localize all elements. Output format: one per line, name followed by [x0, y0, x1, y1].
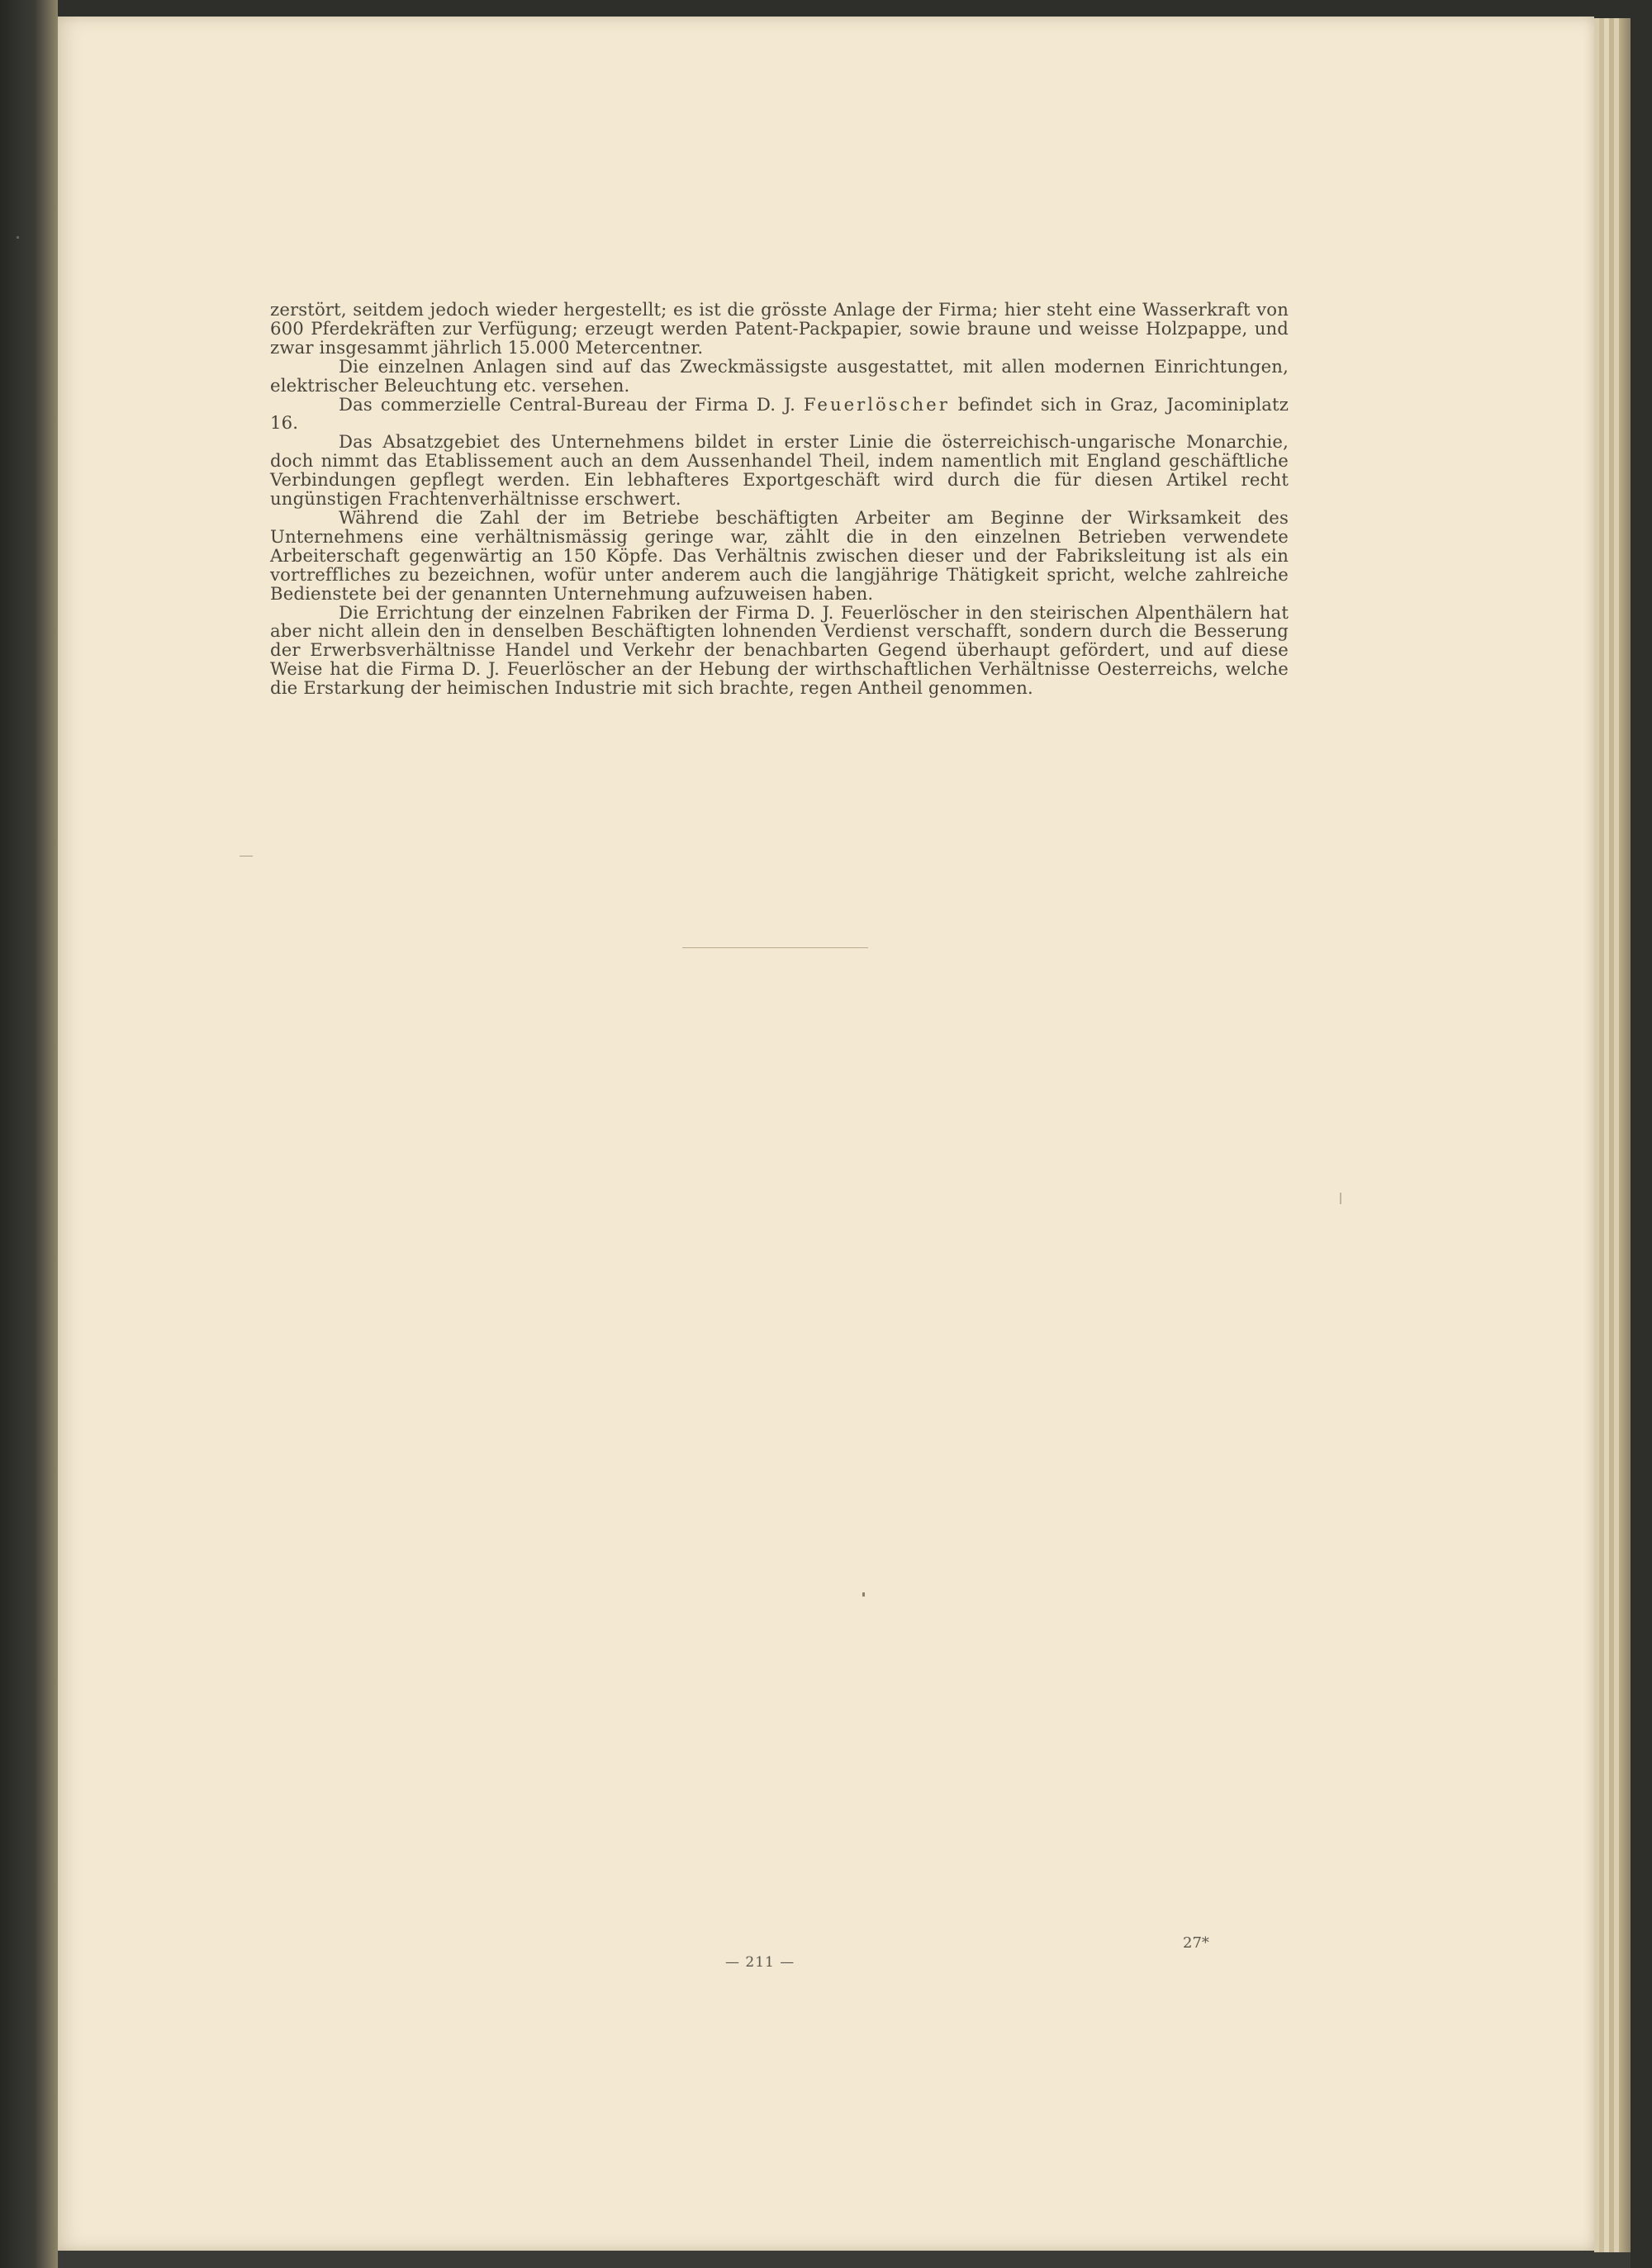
page-edges — [1619, 18, 1631, 2252]
paragraph-text: Die einzelnen Anlagen sind auf das Zweckmässigste ausgestattet, mit allen modernen Einrichtungen, elektrischer Beleuchtung etc. versehen. — [270, 355, 1289, 396]
paragraph — [270, 301, 1289, 358]
paper-speck — [17, 236, 19, 239]
signature-mark: 27* — [1183, 1934, 1209, 1952]
end-rule — [682, 947, 868, 948]
paragraph — [270, 601, 1289, 699]
body-text — [270, 301, 1289, 698]
paragraph — [270, 506, 1289, 604]
scan-background-right — [1631, 0, 1652, 2268]
paragraph-text: Während die Zahl der im Betriebe beschäftigten Arbeiter am Beginne der Wirksamkeit des Unternehmens eine verhältnismässig geringe war, zählt die in den einzelnen Betrieben verwendete Arbeiterschaft gegenwärtig an 150 Köpfe. Das Verhältnis zwischen dieser und der Fabriksleitung ist als ein vortreffliches zu bezeichnen, wofür unter anderem auch die langjährige Thätigkeit spricht, welche zahlreiche Bedienstete bei der genannten Unternehmung aufzuweisen haben. — [270, 506, 1289, 604]
book-binding — [0, 0, 58, 2268]
paper-speck — [1340, 1193, 1341, 1204]
paragraph-text: Die Errichtung der einzelnen Fabriken der Firma D. J. Feuerlöscher in den steirischen Alpenthälern hat aber nicht allein den in denselben Beschäftigten lohnenden Verdienst verschafft, sondern durch die Besserung der Erwerbsverhältnisse Handel und Verkehr der benachbarten Gegend überhaupt gefördert, und auf diese Weise hat die Firma D. J. Feuerlöscher an der Hebung der wirthschaftlichen Verhältnisse Oesterreichs, welche die Erstarkung der heimischen Industrie mit sich brachte, regen Antheil genommen. — [270, 601, 1289, 699]
paragraph-text: Das commerzielle Central-Bureau der Firma D. J. — [339, 393, 804, 415]
paragraph — [270, 433, 1289, 509]
spaced-firm-name: Feuerlöscher — [803, 393, 950, 415]
paragraph — [270, 355, 1289, 396]
paragraph-text: zerstört, seitdem jedoch wieder hergestellt; es ist die grösste Anlage der Firma; hier steht eine Wasserkraft von 600 Pferdekräften zur Verfügung; erzeugt werden Patent-Packpapier, sowie braune und weisse Holzpappe, und zwar insgesammt jährlich 15.000 Metercentner. — [270, 299, 1289, 358]
page-number: — 211 — — [725, 1954, 795, 1971]
paragraph-text: befindet sich in Graz, Jacominiplatz 16. — [270, 393, 1289, 434]
paragraph-text: Das Absatzgebiet des Unternehmens bildet in erster Linie die österreichisch-ungarische Monarchie, doch nimmt das Etablissement auch an dem Aussenhandel Theil, indem namentlich mit England geschäftliche Verbindungen gepflegt werden. Ein lebhafteres Exportgeschäft wird durch die für diesen Artikel recht ungünstigen Frachtenverhältnisse erschwert. — [270, 431, 1289, 510]
paragraph — [270, 393, 1289, 434]
paper-speck — [862, 1592, 865, 1597]
